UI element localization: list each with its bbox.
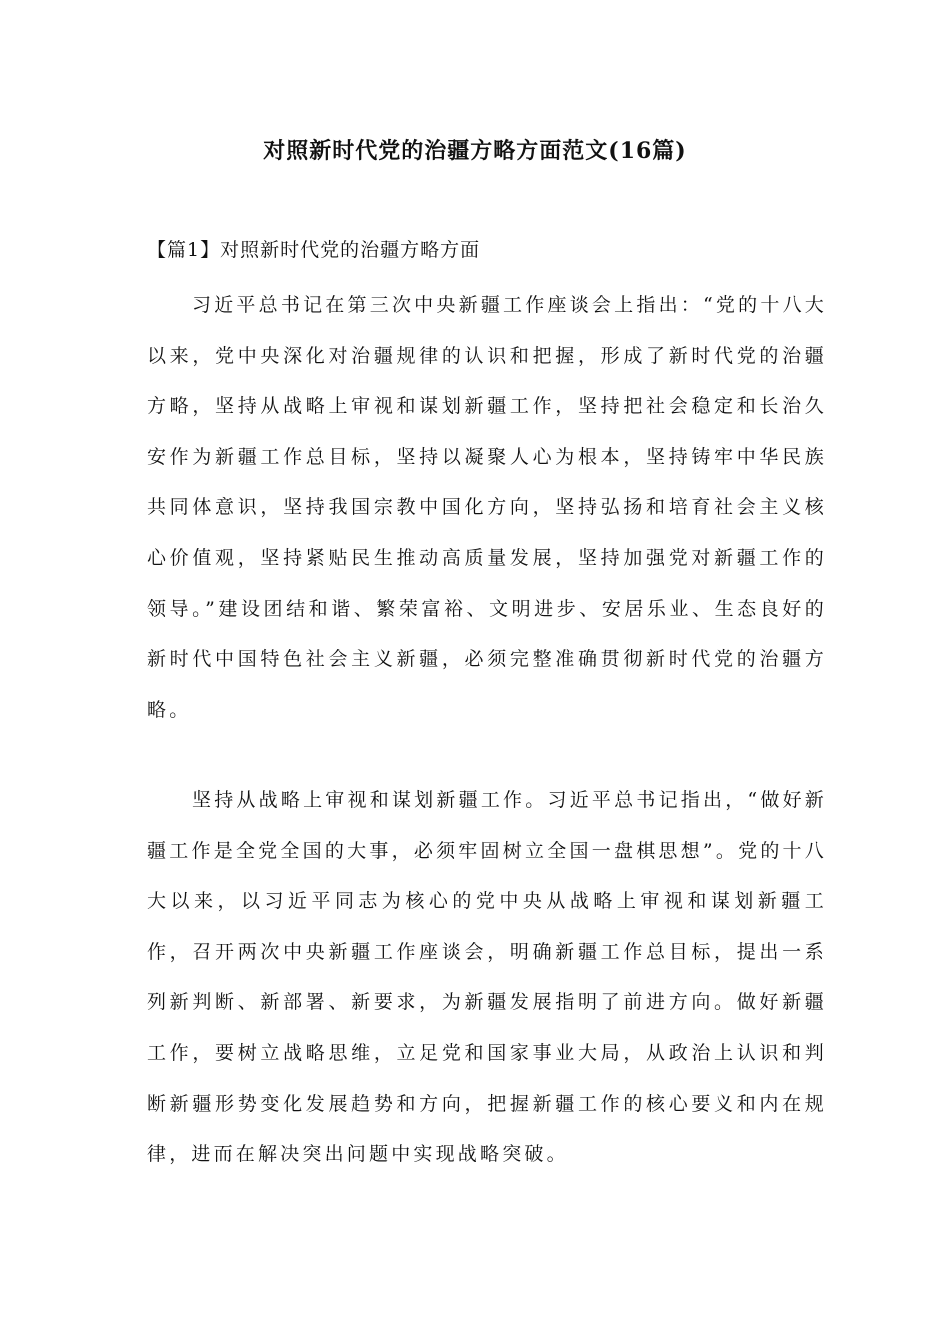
- document-title: 对照新时代党的治疆方略方面范文(16篇): [263, 138, 687, 164]
- body-paragraph: 坚持从战略上审视和谋划新疆工作。习近平总书记指出，“做好新疆工作是全党全国的大事，必须牢固树立全国一盘棋思想”。党的十八大以来，以习近平同志为核心的党中央从战略上审视和谋划新疆工作，召开两次中央新疆工作座谈会，明确新疆工作总目标，提出一系列新判断、新部署、新要求，为新疆发展指明了前进方向。做好新疆工作，要树立战略思维，立足党和国家事业大局，从政治上认识和判断新疆形势变化发展趋势和方向，把握新疆工作的核心要义和内在规律，进而在解决突出问题中实现战略突破。: [147, 789, 827, 1166]
- body-paragraph: 习近平总书记在第三次中央新疆工作座谈会上指出：“党的十八大以来，党中央深化对治疆规律的认识和把握，形成了新时代党的治疆方略，坚持从战略上审视和谋划新疆工作，坚持把社会稳定和长治久安作为新疆工作总目标，坚持以凝聚人心为根本，坚持铸牢中华民族共同体意识，坚持我国宗教中国化方向，坚持弘扬和培育社会主义核心价值观，坚持紧贴民生推动高质量发展，坚持加强党对新疆工作的领导。”建设团结和谐、繁荣富裕、文明进步、安居乐业、生态良好的新时代中国特色社会主义新疆，必须完整准确贯彻新时代党的治疆方略。: [147, 294, 827, 721]
- section-heading: 【篇1】对照新时代党的治疆方略方面: [147, 239, 481, 261]
